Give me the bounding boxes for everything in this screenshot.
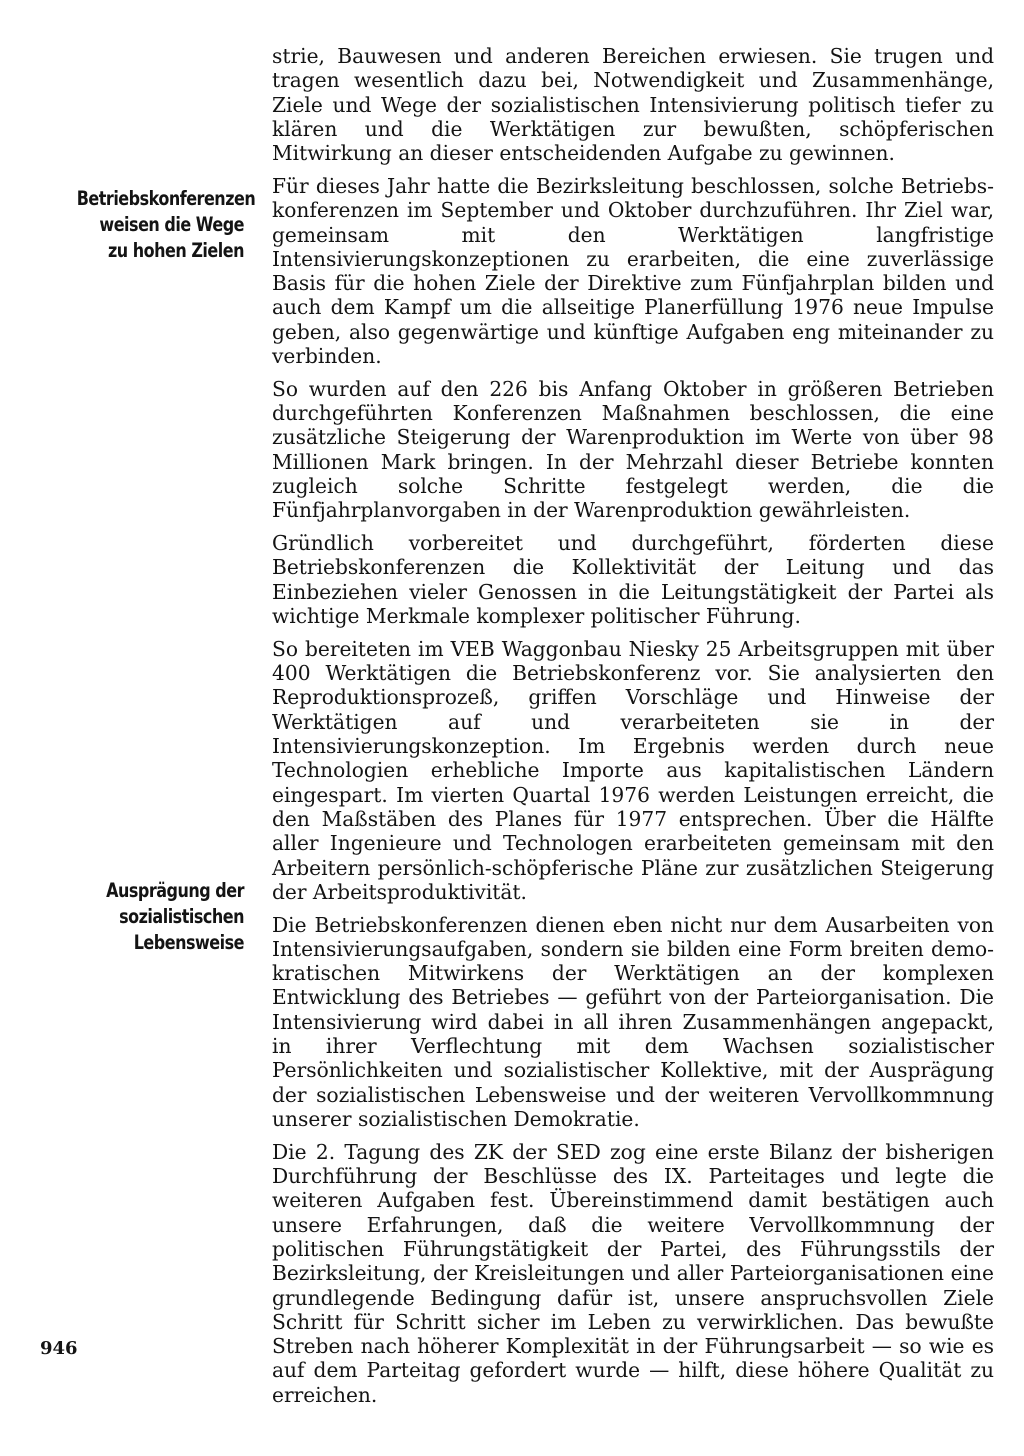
page-number: 946 (40, 1338, 78, 1359)
body-text-column (272, 44, 994, 1416)
margin-heading-betriebskonferenzen: Betriebskonferenzen weisen die Wege zu hohen Zielen (76, 187, 256, 262)
margin-heading-auspraegung: Ausprägung der sozialistischen Lebensweise (106, 879, 244, 954)
paragraph-5: So bereiteten im VEB Waggonbau Niesky 25 Arbeitsgruppen mit über 400 Werktätigen die Betriebskonferenz vor. Sie analysierten den Reproduktionsprozeß, griffen Vorschläge und Hinweise der Werktätigen auf und verarbeiteten sie in der Intensivierungskonzeption. Im Ergebnis werden durch neue Technologien erhebliche Importe aus kapitalistischen Ländern eingespart. Im vierten Quartal 1976 werden Leistungen erreicht, die den Maßstäben des Planes für 1977 entsprechen. Über die Hälfte aller Ingenieure und Technologen erarbeiteten gemeinsam mit den Arbeitern persönlich-schöpferische Pläne zur zusätzlichen Steigerung der Arbeitsproduktivität. (272, 636, 994, 904)
paragraph-4: Gründlich vorbereitet und durchgeführt, förderten diese Betriebskonferenzen die Kollektivität der Leitung und das Einbeziehen vieler Genossen in die Leitungstätigkeit der Partei als wichtige Merkmale komplexer politischer Führung. (272, 531, 994, 629)
paragraph-7: Die 2. Tagung des ZK der SED zog eine erste Bilanz der bisherigen Durchführung der Beschlüsse des IX. Parteitages und legte die weiteren Aufgaben fest. Übereinstimmend damit bestätigen auch unsere Erfahrungen, daß die weitere Vervollkommnung der politischen Führungstätigkeit der Partei, des Führungsstils der Bezirksleitung, der Kreisleitungen und aller Parteiorganisationen eine grundlegende Bedingung dafür ist, unsere anspruchsvollen Ziele Schritt für Schritt sicher im Leben zu verwirklichen. Das bewußte Streben nach höherer Komplexität in der Führungsarbeit — so wie es auf dem Parteitag gefordert wurde — hilft, diese höhere Qualität zu erreichen. (272, 1139, 994, 1407)
paragraph-2: Für dieses Jahr hatte die Bezirksleitung beschlossen, solche Betriebskonferenzen im September und Oktober durchzuführen. Ihr Ziel war, gemeinsam mit den Werktätigen langfristige Intensivierungskonzeptionen zu erarbeiten, die eine zuverlässige Basis für die hohen Ziele der Direktive zum Fünfjahrplan bilden und auch dem Kampf um die allseitige Planerfüllung 1976 neue Impulse geben, also gegenwärtige und künftige Aufgaben eng miteinander zu verbinden. (272, 173, 994, 369)
paragraph-1: strie, Bauwesen und anderen Bereichen erwiesen. Sie trugen und tragen wesentlich dazu bei, Notwendigkeit und Zusammenhänge, Ziele und Wege der sozialistischen Intensivierung politisch tiefer zu klären und die Werktätigen zur bewußten, schöpferischen Mitwirkung an dieser entscheidenden Aufgabe zu gewinnen. (272, 44, 994, 166)
paragraph-6: Die Betriebskonferenzen dienen eben nicht nur dem Ausarbeiten von Intensivierungsaufgaben, sondern sie bilden eine Form breiten demokratischen Mitwirkens der Werktätigen an der komplexen Entwicklung des Betriebes — geführt von der Parteiorganisation. Die Intensivierung wird dabei in all ihren Zusammenhängen angepackt, in ihrer Verflechtung mit dem Wachsen sozialistischer Persönlichkeiten und sozialistischer Kollektive, mit der Ausprägung der sozialistischen Lebensweise und der weiteren Vervollkommnung unserer sozialistischen Demokratie. (272, 912, 994, 1131)
paragraph-3: So wurden auf den 226 bis Anfang Oktober in größeren Betrieben durchgeführten Konferenzen Maßnahmen beschlossen, die eine zusätzliche Steigerung der Warenproduktion im Werte von über 98 Millionen Mark bringen. In der Mehrzahl dieser Betriebe konnten zugleich solche Schritte festgelegt werden, die die Fünfjahrplanvorgaben in der Warenproduktion gewährleisten. (272, 376, 994, 523)
